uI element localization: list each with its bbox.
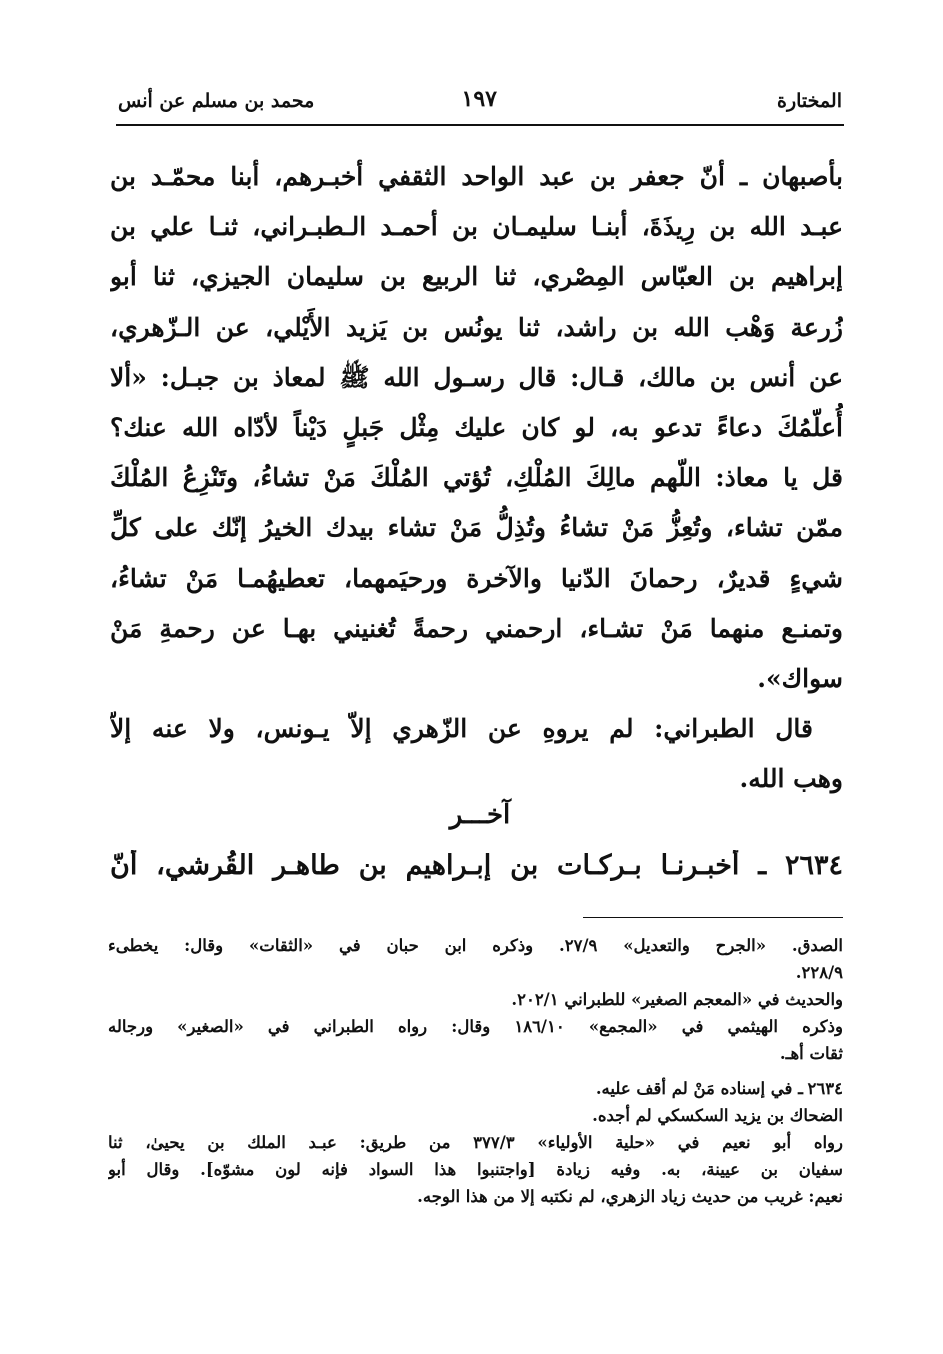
footnote-line: وذكره الهيثمي في «المجمع» ١٨٦/١٠ وقال: رواه الطبراني في «الصغير» ورجاله [108, 1017, 843, 1036]
header-divider [116, 124, 844, 126]
text-line: عبـد الله بن رِيذَةَ، أبنـا سليمـان بن أحمـد الـطبـراني، ثنـا علي بن [110, 212, 843, 242]
main-text [110, 152, 843, 804]
book-title-header: المختارة [777, 90, 842, 112]
footnotes [108, 932, 843, 1210]
text-line: قل يا معاذ: اللّهم مالِكَ المُلْكِ، تُؤتي المُلْكَ مَنْ تشاءُ، وتَنْزِعُ المُلْكَ [110, 463, 843, 493]
text-line: زُرعة وَهْب الله بن راشد، ثنا يونُس بن يَزيد الأَيْلي، عن الـزّهري، [110, 312, 843, 342]
footnote-line: والحديث في «المعجم الصغير» للطبراني ٢٠٢/١. [511, 990, 843, 1009]
footnote-line: الصدق. «الجرح والتعديل» ٢٧/٩. وذكره ابن حبان في «الثقات» وقال: يخطىء [108, 936, 843, 955]
footnote-line [108, 1075, 843, 1102]
text-line: أُعلّمُكَ دعاءً تدعو به، لو كان عليك مِثْل جَبلٍ دَيْناً لأدّاه الله عنك؟ [110, 412, 843, 442]
footnote-line: ٢٢٨/٩. [795, 963, 843, 982]
hadith-heading-line: ٢٦٣٤ ـ أخبـرنـا بـركـات بن إبـراهيم بن طاهـر القُرشي، أنّ [110, 850, 843, 881]
footnote-divider [583, 917, 843, 918]
footnote-line: نعيم: غريب من حديث زياد الزهري، لم نكتبه إلا من هذا الوجه. [417, 1187, 843, 1206]
text-line: شيءٍ قديرٌ، رحمانَ الدّنيا والآخرة ورحيَمهما، تعطيهُمـا مَنْ تشاءُ، [110, 563, 843, 593]
footnote-line: ثقات أهـ. [779, 1044, 843, 1063]
text-line: عن أنس بن مالك، قـال: قال رسـول الله ﷺ لمعاذ بن جبـل: «ألا [110, 362, 843, 392]
page-number: ١٩٧ [461, 86, 497, 112]
text-line: وهب الله. [739, 764, 843, 794]
footnote-line: الضحاك بن يزيد السكسكي لم أجده. [592, 1106, 843, 1125]
chapter-title-header: محمد بن مسلم عن أنس [118, 90, 315, 112]
text-line: سواك». [757, 663, 843, 693]
running-header [118, 86, 842, 122]
text-line: ممّن تشاء، وتُعِزُّ مَنْ تشاءُ وتُذِلُّ مَنْ تشاء بيدك الخيرُ إنّك على كلِّ [110, 513, 843, 543]
text-line: قال الطبراني: لم يروهِ عن الزّهري إلاّ يـونس، ولا عنه إلاّ [110, 714, 813, 744]
text-line: بأصبهان ـ أنّ جعفر بن عبد الواحد الثقفي أخبـرهم، أبنا محمّـد بن [110, 162, 843, 191]
text-line: إبراهيم بن العبّاس المِصْري، ثنا الربيع بن سليمان الجيزي، ثنا أبو [110, 262, 843, 292]
section-heading: آخـــر [449, 800, 511, 830]
footnote-text: ـ في إسناده مَنْ لم أقف عليه. [595, 1079, 803, 1098]
footnote-line: رواه أبو نعيم في «حلية الأولياء» ٣٧٧/٣ من طريق: عبـد الملك بن يحيىٰ، ثنا [108, 1133, 843, 1152]
footnote-line: سفيان بن عيينة، به. وفيه زيادة [واجتنبوا هذا السواد فإنه لون مشوّه]. وقال أبو [108, 1160, 843, 1179]
text-line: وتمنـع منهما مَنْ تشـاء، ارحمني رحمةً تُغنيني بهـا عن رحمةِ مَنْ [110, 613, 843, 643]
footnote-number: ٢٦٣٤ [807, 1079, 843, 1098]
